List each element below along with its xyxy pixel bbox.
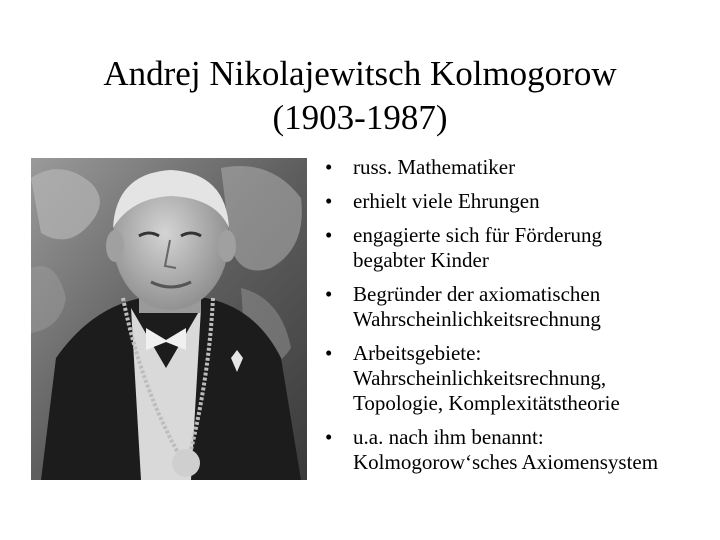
slide-title: [0, 52, 720, 140]
bullet-item: • Begründer der axiomatischen Wahrscheinlichkeitsrechnung: [325, 282, 720, 332]
portrait-photo-icon: [31, 158, 307, 480]
portrait-photo: [31, 158, 307, 480]
title-name: Andrej Nikolajewitsch Kolmogorow: [103, 54, 617, 93]
bullet-list: [325, 146, 720, 475]
bullet-item: • u.a. nach ihm benannt: Kolmogorow‘sches Axiomensystem: [325, 425, 720, 475]
bullet-item: • Arbeitsgebiete: Wahrscheinlichkeitsrechnung, Topologie, Komplexitätstheorie: [325, 341, 720, 416]
bullet-item: • russ. Mathematiker: [325, 155, 720, 180]
bullet-item: • engagierte sich für Förderung begabter Kinder: [325, 223, 720, 273]
bullet-item: • erhielt viele Ehrungen: [325, 189, 720, 214]
title-years: (1903-1987): [272, 98, 448, 137]
